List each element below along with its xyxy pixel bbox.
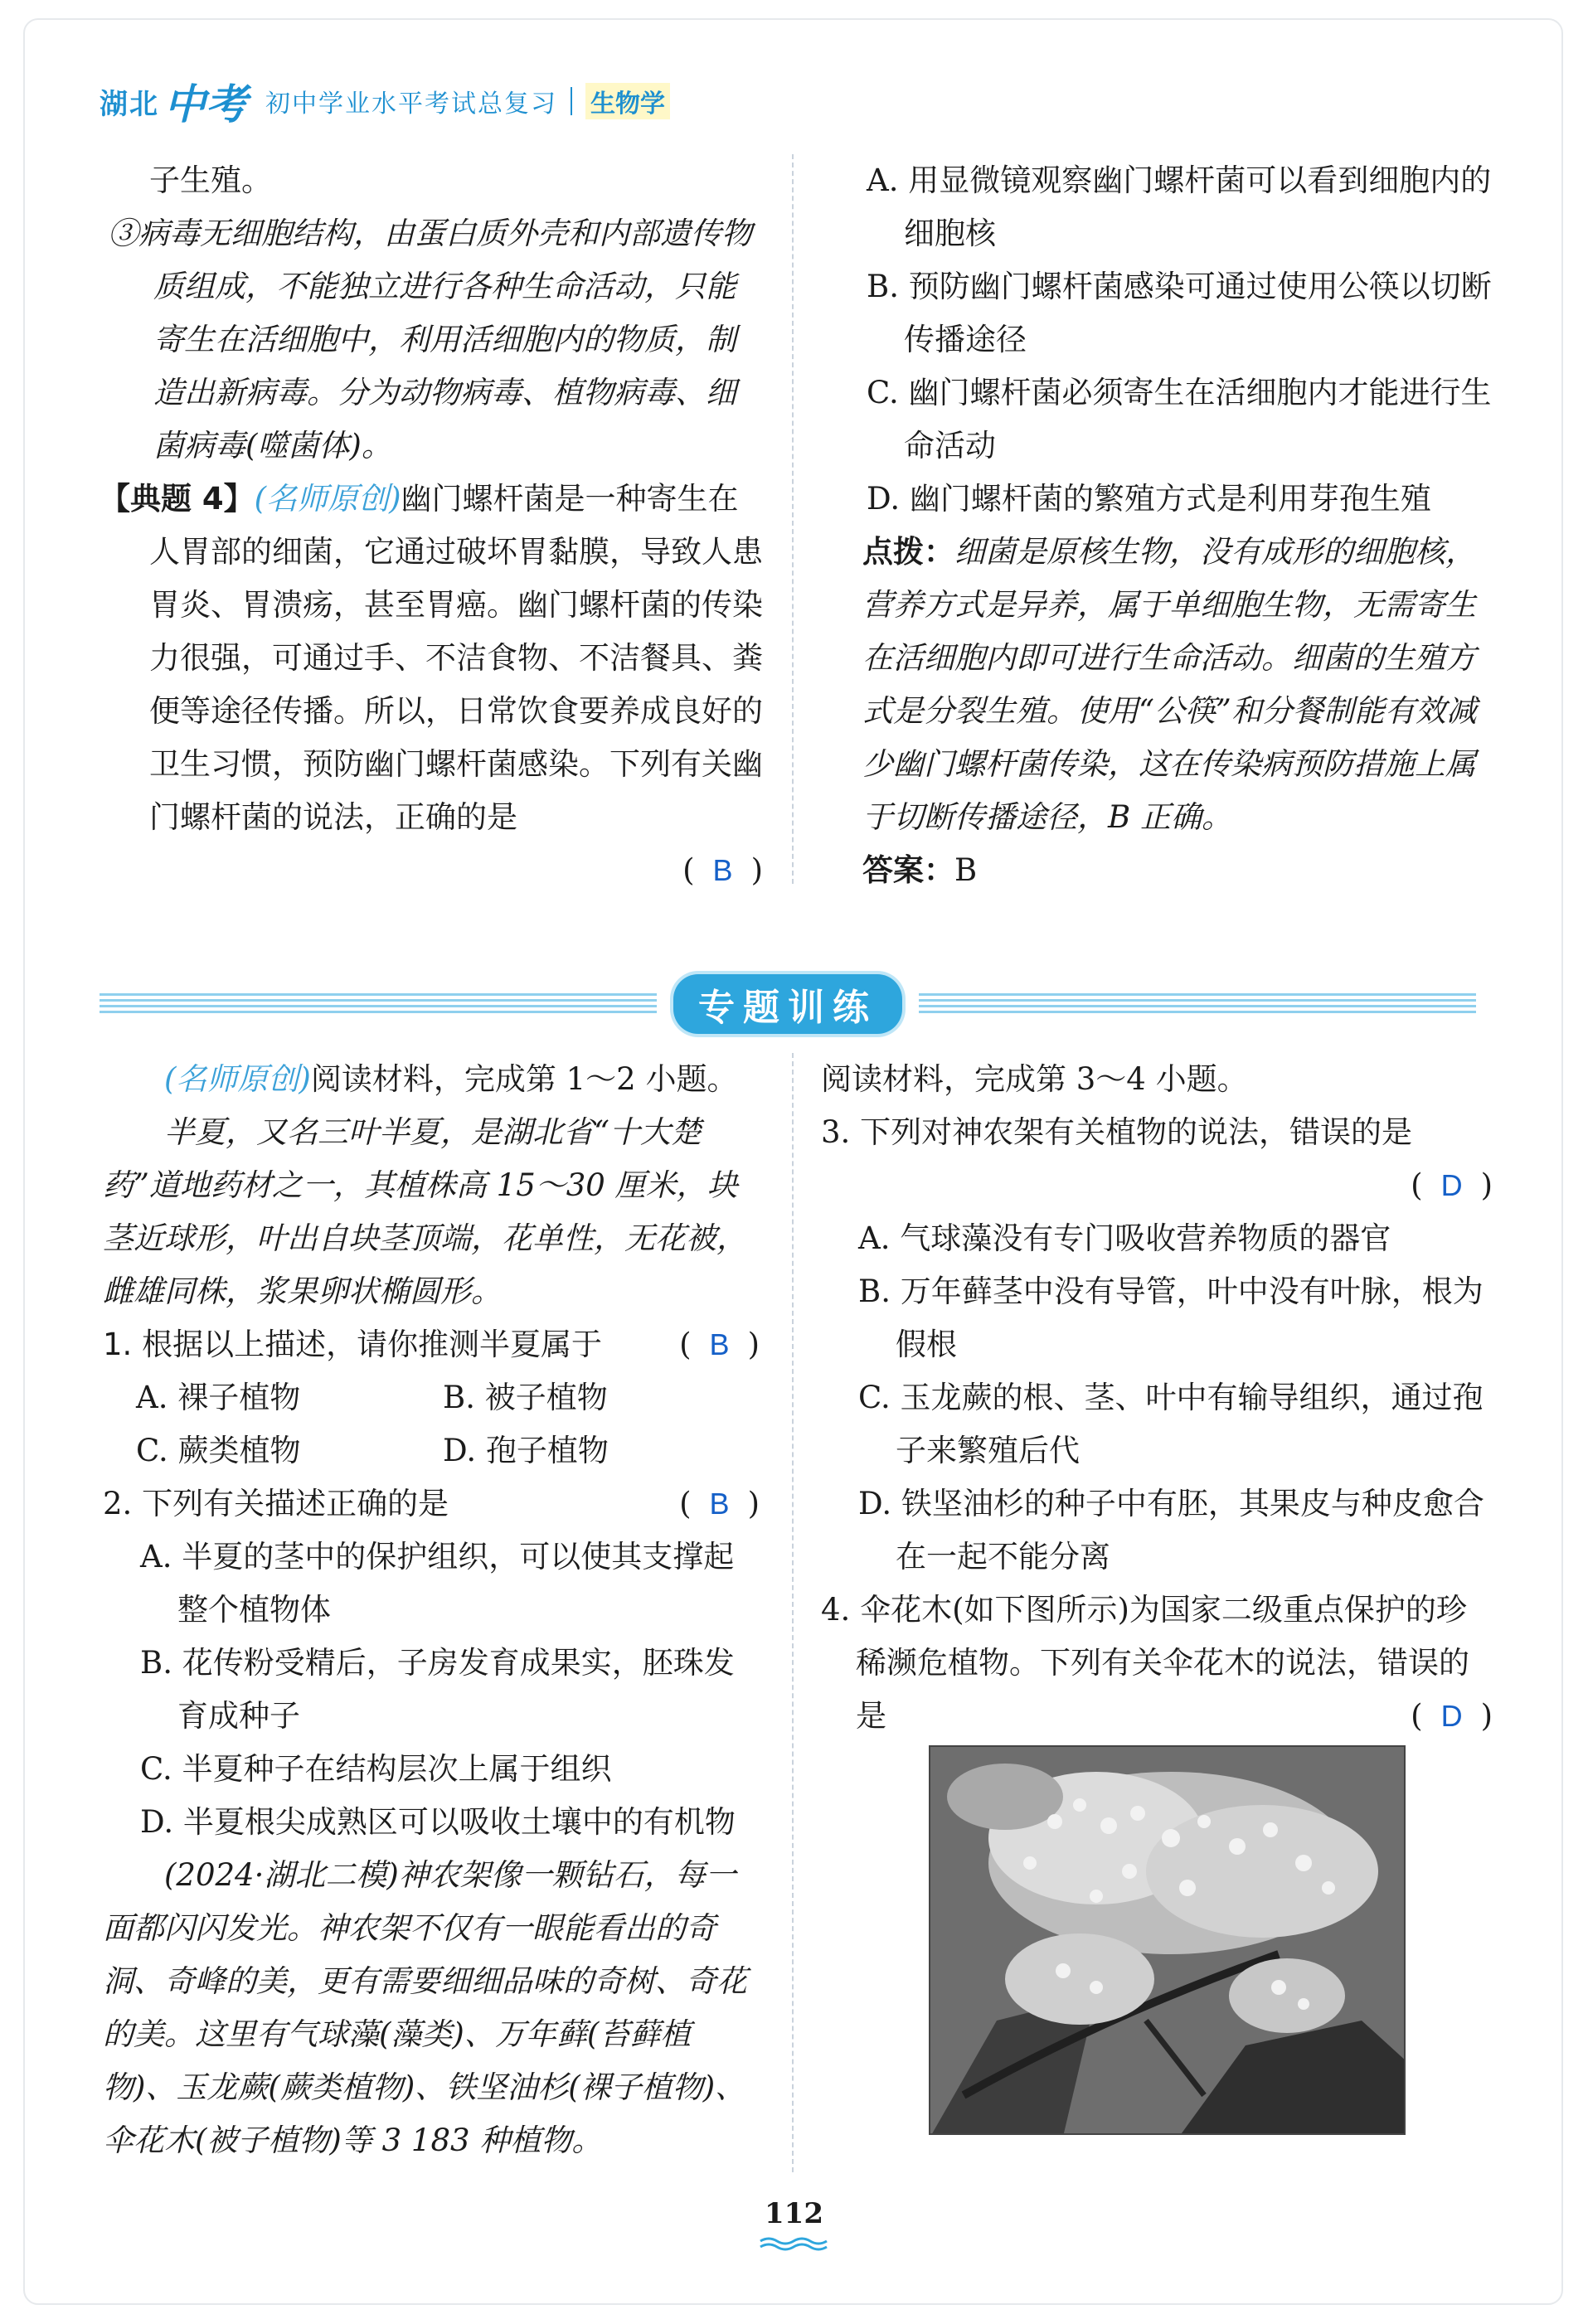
- answer-label: 答案：: [862, 852, 954, 888]
- virus-note: ③病毒无细胞结构，由蛋白质外壳和内部遗传物质组成，不能独立进行各种生命活动，只能寄生在活细胞中，利用活细胞内的物质，制造出新病毒。分为动物病毒、植物病毒、细菌病毒(噬菌体)。: [108, 216, 752, 463]
- q1-text: 1. 根据以上描述，请你推测半夏属于: [103, 1327, 603, 1362]
- q2-text: 2. 下列有关描述正确的是: [103, 1486, 449, 1521]
- example-answer-line: [108, 844, 763, 897]
- material-2-intro: 阅读材料，完成第 3～4 小题。: [821, 1061, 1248, 1097]
- example-source-tag: (名师原创): [254, 481, 401, 517]
- title-stripes-left: [100, 993, 657, 1015]
- q2-answer-box: ( B ): [679, 1477, 760, 1531]
- question-1: [103, 1318, 760, 1371]
- q3-answer-box: ( D ): [1411, 1159, 1493, 1212]
- q1-options-row2: [103, 1424, 760, 1477]
- q4-answer-box: ( D ): [1411, 1690, 1493, 1743]
- q3-text: 3. 下列对神农架有关植物的说法，错误的是: [821, 1114, 1413, 1150]
- section-title-text: 专题训练: [673, 974, 902, 1034]
- intro-source-tag: (名师原创): [164, 1061, 311, 1097]
- left-top-column: [100, 154, 763, 897]
- q1-option-c: C. 蕨类植物: [136, 1433, 301, 1468]
- paren-close: ): [750, 852, 763, 888]
- answer-line: [862, 844, 1501, 897]
- q1-answer-box: ( B ): [679, 1318, 760, 1371]
- q2-option-c: C. 半夏种子在结构层次上属于组织: [140, 1751, 612, 1787]
- option-d: D. 幽门螺杆菌的繁殖方式是利用芽孢生殖: [867, 481, 1431, 517]
- q1-option-d: D. 孢子植物: [443, 1433, 609, 1468]
- material-intro: [103, 1053, 760, 1106]
- section-title: [100, 977, 1476, 1031]
- example-answer: B: [712, 853, 733, 887]
- q3-option-a: A. 气球藻没有专门吸收营养物质的器官: [858, 1220, 1391, 1256]
- option-b: B. 预防幽门螺杆菌感染可通过使用公筷以切断传播途径: [867, 269, 1492, 357]
- q3-option-d: D. 铁坚油杉的种子中有胚，其果皮与种皮愈合在一起不能分离: [858, 1486, 1484, 1574]
- right-top-column: [862, 154, 1501, 897]
- answer-value: B: [954, 852, 978, 888]
- answer-box: [682, 844, 763, 897]
- q4-answer-line: [821, 1690, 1493, 1743]
- umbrella-tree-photo: [929, 1745, 1406, 2135]
- q2-answer: B: [709, 1487, 730, 1521]
- example-question: [100, 473, 763, 844]
- q1-options-row1: [103, 1371, 760, 1424]
- tip-label: 点拨：: [862, 534, 954, 570]
- brand-prefix: 湖北: [100, 87, 159, 121]
- page-header: [100, 76, 670, 129]
- q3-answer: D: [1440, 1168, 1463, 1202]
- page-number-wave-ornament: [759, 2236, 829, 2251]
- tip-text: 细菌是原核生物，没有成形的细胞核，营养方式是异养，属于单细胞生物，无需寄生在活细胞内即可进行生命活动。细菌的生殖方式是分裂生殖。使用“公筷”和分餐制能有效减少幽门螺杆菌传染，这在传染病预防措施上属于切断传播途径，B 正确。: [862, 534, 1477, 835]
- left-bottom-column: [103, 1053, 760, 2167]
- q1-option-b: B. 被子植物: [443, 1380, 608, 1415]
- q1-option-a: A. 裸子植物: [136, 1380, 301, 1415]
- column-divider-top: [792, 154, 794, 884]
- q2-option-b: B. 花传粉受精后，子房发育成果实，胚珠发育成种子: [140, 1645, 735, 1734]
- book-subtitle: 初中学业水平考试总复习: [265, 90, 557, 119]
- material-text: 半夏，又名三叶半夏，是湖北省“十大楚药”道地药材之一，其植株高 15～30 厘米，块茎近球形，叶出自块茎顶端，花单性，无花被，雌雄同株，浆果卵状椭圆形。: [103, 1114, 747, 1309]
- example-text: 幽门螺杆菌是一种寄生在人胃部的细菌，它通过破坏胃黏膜，导致人患胃炎、胃溃疡，甚至胃癌。幽门螺杆菌的传染力很强，可通过手、不洁食物、不洁餐具、粪便等途径传播。所以，日常饮食要养成良好的卫生习惯，预防幽门螺杆菌感染。下列有关幽门螺杆菌的说法，正确的是: [149, 481, 763, 835]
- right-bottom-column: [821, 1053, 1493, 1743]
- paren-open: (: [682, 852, 695, 888]
- option-c: C. 幽门螺杆菌必须寄生在活细胞内才能进行生命活动: [867, 375, 1492, 463]
- q2-option-d: D. 半夏根尖成熟区可以吸收土壤中的有机物: [140, 1804, 736, 1840]
- continued-text: 子生殖。: [149, 163, 272, 198]
- q4-answer: D: [1440, 1699, 1463, 1733]
- question-2: [103, 1477, 760, 1531]
- column-divider-bottom: [792, 1053, 794, 2172]
- explanation: [862, 526, 1501, 844]
- header-divider: [571, 87, 572, 115]
- q1-answer: B: [709, 1327, 730, 1361]
- q3-answer-line: [821, 1159, 1493, 1212]
- subject-label: 生物学: [585, 83, 670, 119]
- material-2-text: (2024·湖北二模)神农架像一颗钻石，每一面都闪闪发光。神农架不仅有一眼能看出的奇洞、奇峰的美，更有需要细细品味的奇树、奇花的美。这里有气球藻(藻类)、万年藓(苔藓植物)、玉龙蕨(蕨类植物)、铁坚油杉(裸子植物)、伞花木(被子植物)等 3 183 种植物。: [103, 1857, 747, 2158]
- q2-option-a: A. 半夏的茎中的保护组织，可以使其支撑起整个植物体: [140, 1539, 735, 1628]
- intro-text: 阅读材料，完成第 1～2 小题。: [310, 1061, 738, 1097]
- flower-cluster-image: [930, 1747, 1406, 2135]
- brand-logo: 中考: [164, 80, 247, 129]
- q3-option-c: C. 玉龙蕨的根、茎、叶中有输导组织，通过孢子来繁殖后代: [858, 1380, 1484, 1468]
- page-number: 112: [765, 2197, 823, 2230]
- example-label: 【典题 4】: [100, 481, 255, 517]
- q4-text: 4. 伞花木(如下图所示)为国家二级重点保护的珍稀濒危植物。下列有关伞花木的说法，错误的是: [821, 1592, 1469, 1734]
- q3-option-b: B. 万年藓茎中没有导管，叶中没有叶脉，根为假根: [858, 1274, 1484, 1362]
- title-stripes-right: [919, 993, 1476, 1015]
- option-a: A. 用显微镜观察幽门螺杆菌可以看到细胞内的细胞核: [867, 163, 1492, 251]
